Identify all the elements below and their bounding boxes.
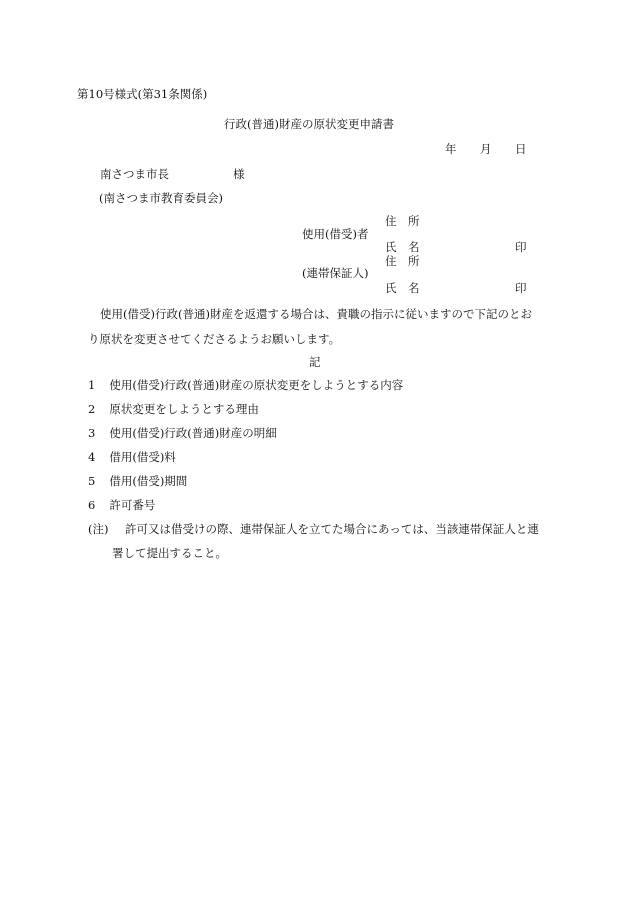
applicant-seal: 印: [515, 240, 527, 254]
date-month: 月: [480, 142, 492, 156]
list-item: [88, 475, 187, 489]
item-text: 借用(借受)料: [109, 450, 176, 464]
guarantor-seal: 印: [515, 281, 527, 295]
date-day: 日: [515, 142, 527, 156]
item-text: 使用(借受)行政(普通)財産の原状変更をしようとする内容: [109, 378, 404, 392]
item-text: 借用(借受)期間: [109, 474, 188, 488]
list-item: [88, 499, 155, 513]
item-text: 原状変更をしようとする理由: [109, 402, 259, 416]
item-number: 2: [88, 402, 96, 416]
item-number: 5: [88, 474, 96, 488]
item-number: 3: [88, 426, 96, 440]
guarantor-address-label: 住 所: [385, 254, 420, 268]
date-year: 年: [445, 142, 457, 156]
addressee-sama: 様: [233, 167, 245, 181]
addressee-board: (南さつま市教育委員会): [99, 191, 223, 205]
applicant-address-label: 住 所: [385, 214, 420, 228]
document-title: 行政(普通)財産の原状変更申請書: [224, 117, 394, 131]
note-label: (注): [88, 522, 109, 536]
list-item: [88, 451, 176, 465]
applicant-label: 使用(借受)者: [302, 227, 369, 241]
item-number: 1: [88, 378, 96, 392]
item-number: 6: [88, 498, 96, 512]
note-line-2: 署して提出すること。: [112, 546, 227, 560]
list-item: [88, 379, 403, 393]
ki-heading: 記: [309, 355, 321, 369]
guarantor-name-label: 氏 名: [385, 281, 420, 295]
note-line-1: 許可又は借受けの際、連帯保証人を立てた場合にあっては、当該連帯保証人と連: [125, 522, 539, 536]
guarantor-label: (連帯保証人): [302, 266, 369, 280]
body-line-1: 使用(借受)行政(普通)財産を返還する場合は、貴職の指示に従いますので下記のとお: [100, 307, 532, 321]
applicant-name-label: 氏 名: [385, 240, 420, 254]
body-line-2: り原状を変更させてくださるようお願いします。: [88, 332, 341, 346]
list-item: [88, 403, 259, 417]
item-number: 4: [88, 450, 96, 464]
item-text: 許可番号: [109, 498, 156, 512]
list-item: [88, 427, 277, 441]
item-text: 使用(借受)行政(普通)財産の明細: [109, 426, 277, 440]
addressee-mayor: 南さつま市長: [100, 167, 169, 181]
form-number: 第10号様式(第31条関係): [77, 87, 208, 101]
